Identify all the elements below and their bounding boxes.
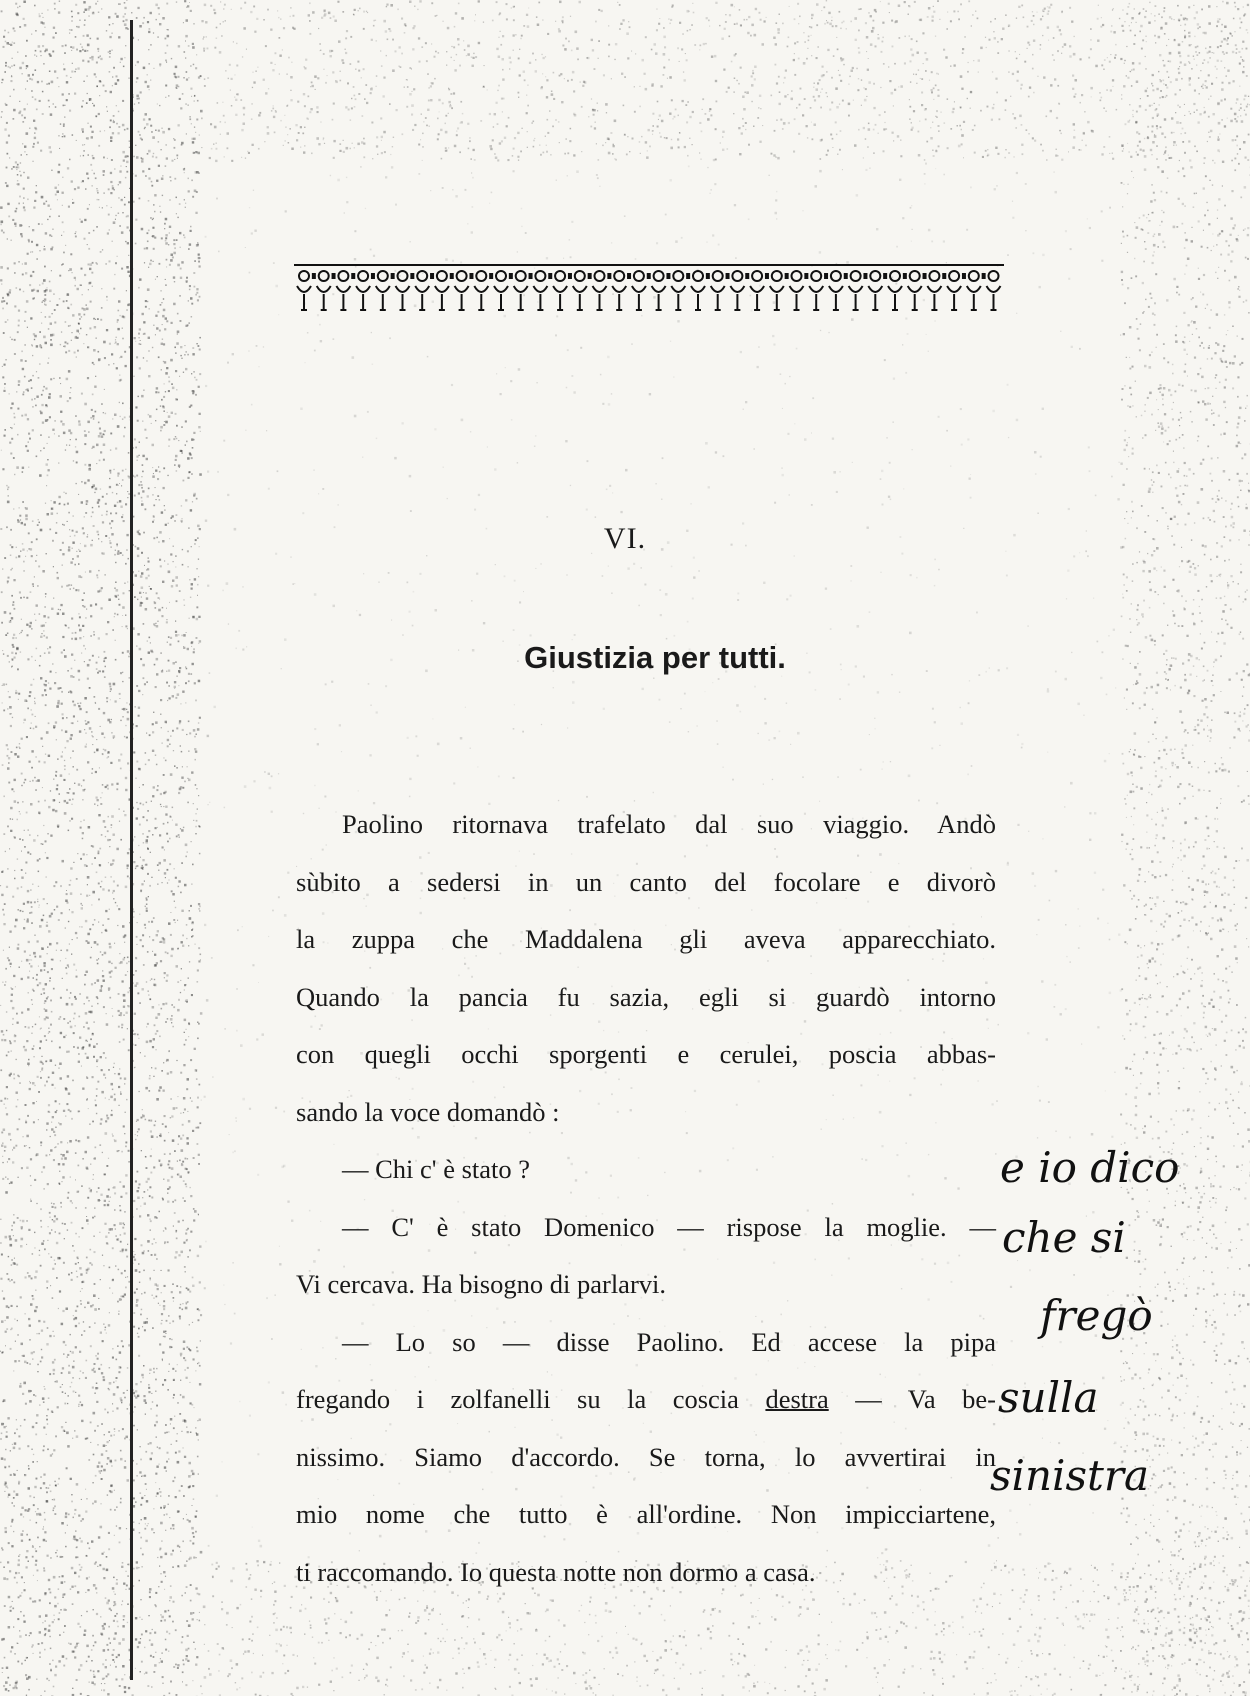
text-line: — Chi c' è stato ? — [342, 1154, 531, 1184]
underlined-word: destra — [765, 1384, 829, 1414]
binding-margin-line — [130, 20, 133, 1680]
handwritten-line: che si — [1002, 1213, 1126, 1262]
text-line: Vi cercava. Ha bisogno di parlarvi. — [296, 1269, 667, 1299]
text-line: Paolino ritornava trafelato dal suo viaggio. Andò — [342, 809, 996, 839]
handwritten-line: fregò — [1040, 1291, 1153, 1340]
text-line: sando la voce domandò : — [296, 1096, 560, 1127]
text-line: la zuppa che Maddalena gli aveva apparecchiato. — [296, 924, 996, 954]
text-line: nissimo. Siamo d'accordo. Se torna, lo avvertirai in — [296, 1441, 996, 1472]
text-line: Quando la pancia fu sazia, egli si guardò intorno — [296, 981, 996, 1012]
text-segment: — Va be- — [828, 1384, 997, 1414]
text-line-with-underline — [296, 1371, 996, 1429]
handwritten-line: e io dico — [1000, 1143, 1180, 1192]
text-line: sùbito a sedersi in un canto del focolare e divorò — [296, 866, 996, 897]
ornamental-border — [294, 262, 1004, 320]
handwritten-line: sulla — [998, 1373, 1099, 1422]
chapter-title: Giustizia per tutti. — [524, 640, 786, 675]
chapter-numeral: VI. — [603, 522, 647, 555]
handwritten-line: sinistra — [990, 1451, 1150, 1500]
text-line: mio nome che tutto è all'ordine. Non impicciartene, — [296, 1499, 996, 1529]
text-line: con quegli occhi sporgenti e cerulei, poscia abbas- — [296, 1039, 996, 1069]
text-line: — C' è stato Domenico — rispose la moglie. — — [342, 1211, 996, 1242]
handwritten-annotation — [990, 1140, 1230, 1520]
chapter-body — [296, 796, 996, 1601]
text-line: — Lo so — disse Paolino. Ed accese la pipa — [342, 1326, 996, 1357]
text-line: ti raccomando. Io questa notte non dormo a casa. — [296, 1556, 816, 1587]
text-segment: fregando i zolfanelli su la coscia — [296, 1384, 766, 1414]
